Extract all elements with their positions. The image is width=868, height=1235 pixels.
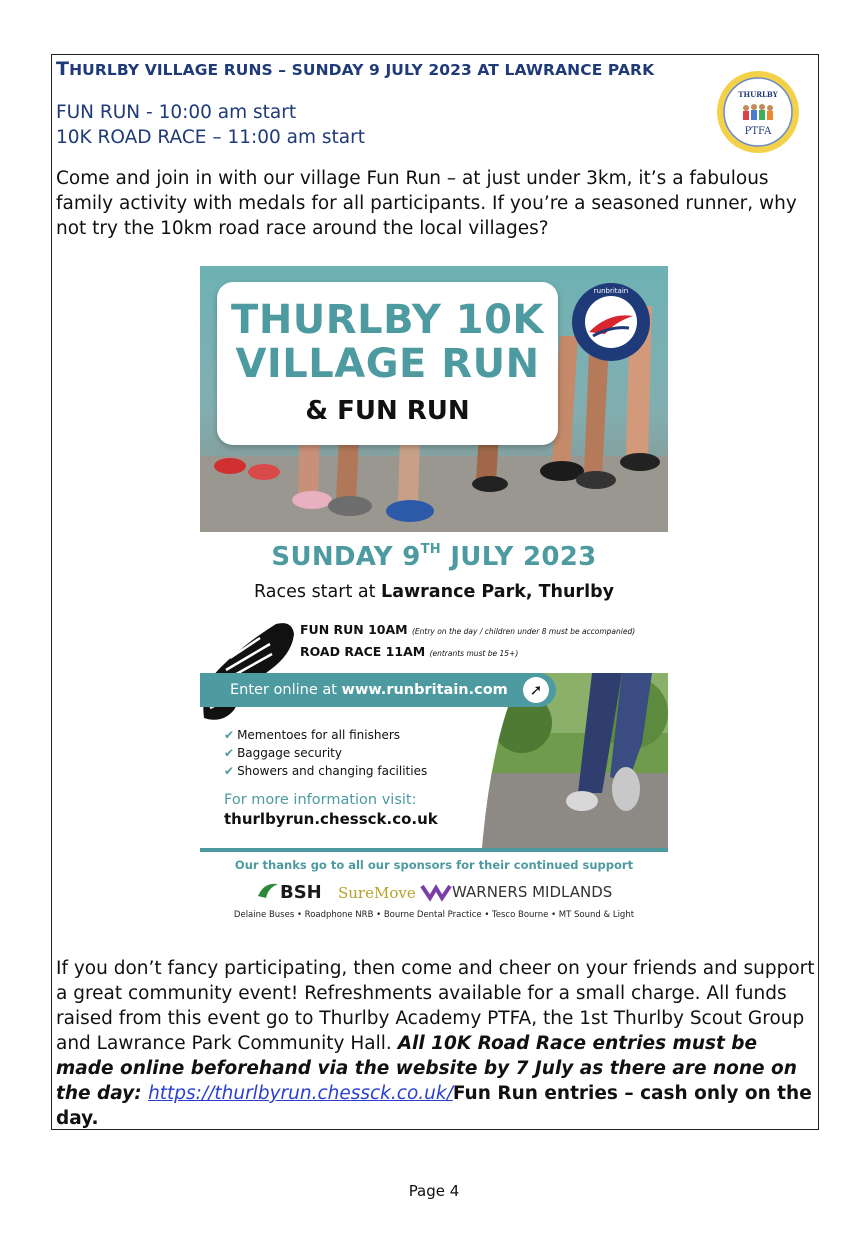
enter-online-banner: Enter online at www.runbritain.com [200,673,556,707]
sponsor-thanks: Our thanks go to all our sponsors for their continued support [234,858,634,872]
runbritain-logo-text: runbritain [593,287,629,295]
sponsor-list: Delaine Buses • Roadphone NRB • Bourne Dental Practice • Tesco Bourne • MT Sound & Light [233,910,635,920]
road-race-time: 10K ROAD RACE – 11:00 am start [56,127,365,148]
race-times-summary [56,100,365,150]
page-number: Page 4 [408,1182,460,1200]
closing-paragraph: If you don’t fancy participating, then come and cheer on your friends and support a great community event! Refreshments available for a small charge. All funds raised from this event go to Thurlby Academy PTFA, the 1st Thurlby Scout Group and Lawrance Park Community Hall. [56,958,815,1054]
suremove-logo: SureMove [338,884,416,902]
poster-divider [200,848,668,852]
closing-section [56,956,816,1131]
entry-deadline-note: All 10K Road Race entries must be made online beforehand via the website by 7 July as there are none on the day: [56,1033,797,1104]
poster-title-line-3: & FUN RUN [305,396,470,426]
enter-online-url: www.runbritain.com [341,682,508,698]
page-heading: THURLBY VILLAGE RUNS – SUNDAY 9 JULY 2023 AT LAWRANCE PARK [56,58,655,80]
poster-features-list [224,726,427,780]
poster-start-location: Races start at Lawrance Park, Thurlby [254,582,614,602]
poster-race-times [300,620,635,664]
thurlbyrun-link[interactable]: https://thurlbyrun.chessck.co.uk/ [148,1083,453,1104]
poster-road-race-label: ROAD RACE 11AM [300,644,426,659]
feature-item: ✔ Baggage security [224,746,342,760]
check-icon: ✔ [224,764,235,778]
poster-road-race-note: (entrants must be 15+) [429,649,519,658]
runbritain-licensed-logo [571,282,651,362]
bsh-logo: BSH [280,882,322,903]
shoe-print-graphic [200,618,296,724]
fun-run-time: FUN RUN - 10:00 am start [56,102,297,123]
badge-top-text: THURLBY [738,90,778,99]
poster-title-line-1: THURLBY 10K [231,297,544,343]
fun-run-cash-note: Fun Run entries – cash only on the day. [56,1083,812,1129]
check-icon: ✔ [224,728,235,742]
check-icon: ✔ [224,746,235,760]
sponsor-logos [254,878,634,904]
ptfa-badge-logo [716,70,800,154]
feature-item: ✔ Mementoes for all finishers [224,728,401,742]
poster-fun-run-note: (Entry on the day / children under 8 must be accompanied) [411,627,636,636]
poster-title-line-2: VILLAGE RUN [235,341,540,387]
warners-logo: WARNERS MIDLANDS [452,883,613,901]
intro-paragraph: Come and join in with our village Fun Run – at just under 3km, it’s a fabulous family activity with medals for all participants. If you’re a seasoned runner, why not try the 10km road race around the local villages? [56,168,797,239]
arrow-icon: ➚ [523,677,549,703]
event-poster [200,266,668,930]
poster-title-card [217,282,558,445]
poster-date: SUNDAY 9TH JULY 2023 [271,542,597,572]
poster-fun-run-label: FUN RUN 10AM [300,622,408,637]
more-info-url: thurlbyrun.chessck.co.uk [224,810,438,828]
feature-item: ✔ Showers and changing facilities [224,764,428,778]
more-info-label: For more information visit: [224,792,417,808]
badge-bottom-text: PTFA [744,126,772,137]
